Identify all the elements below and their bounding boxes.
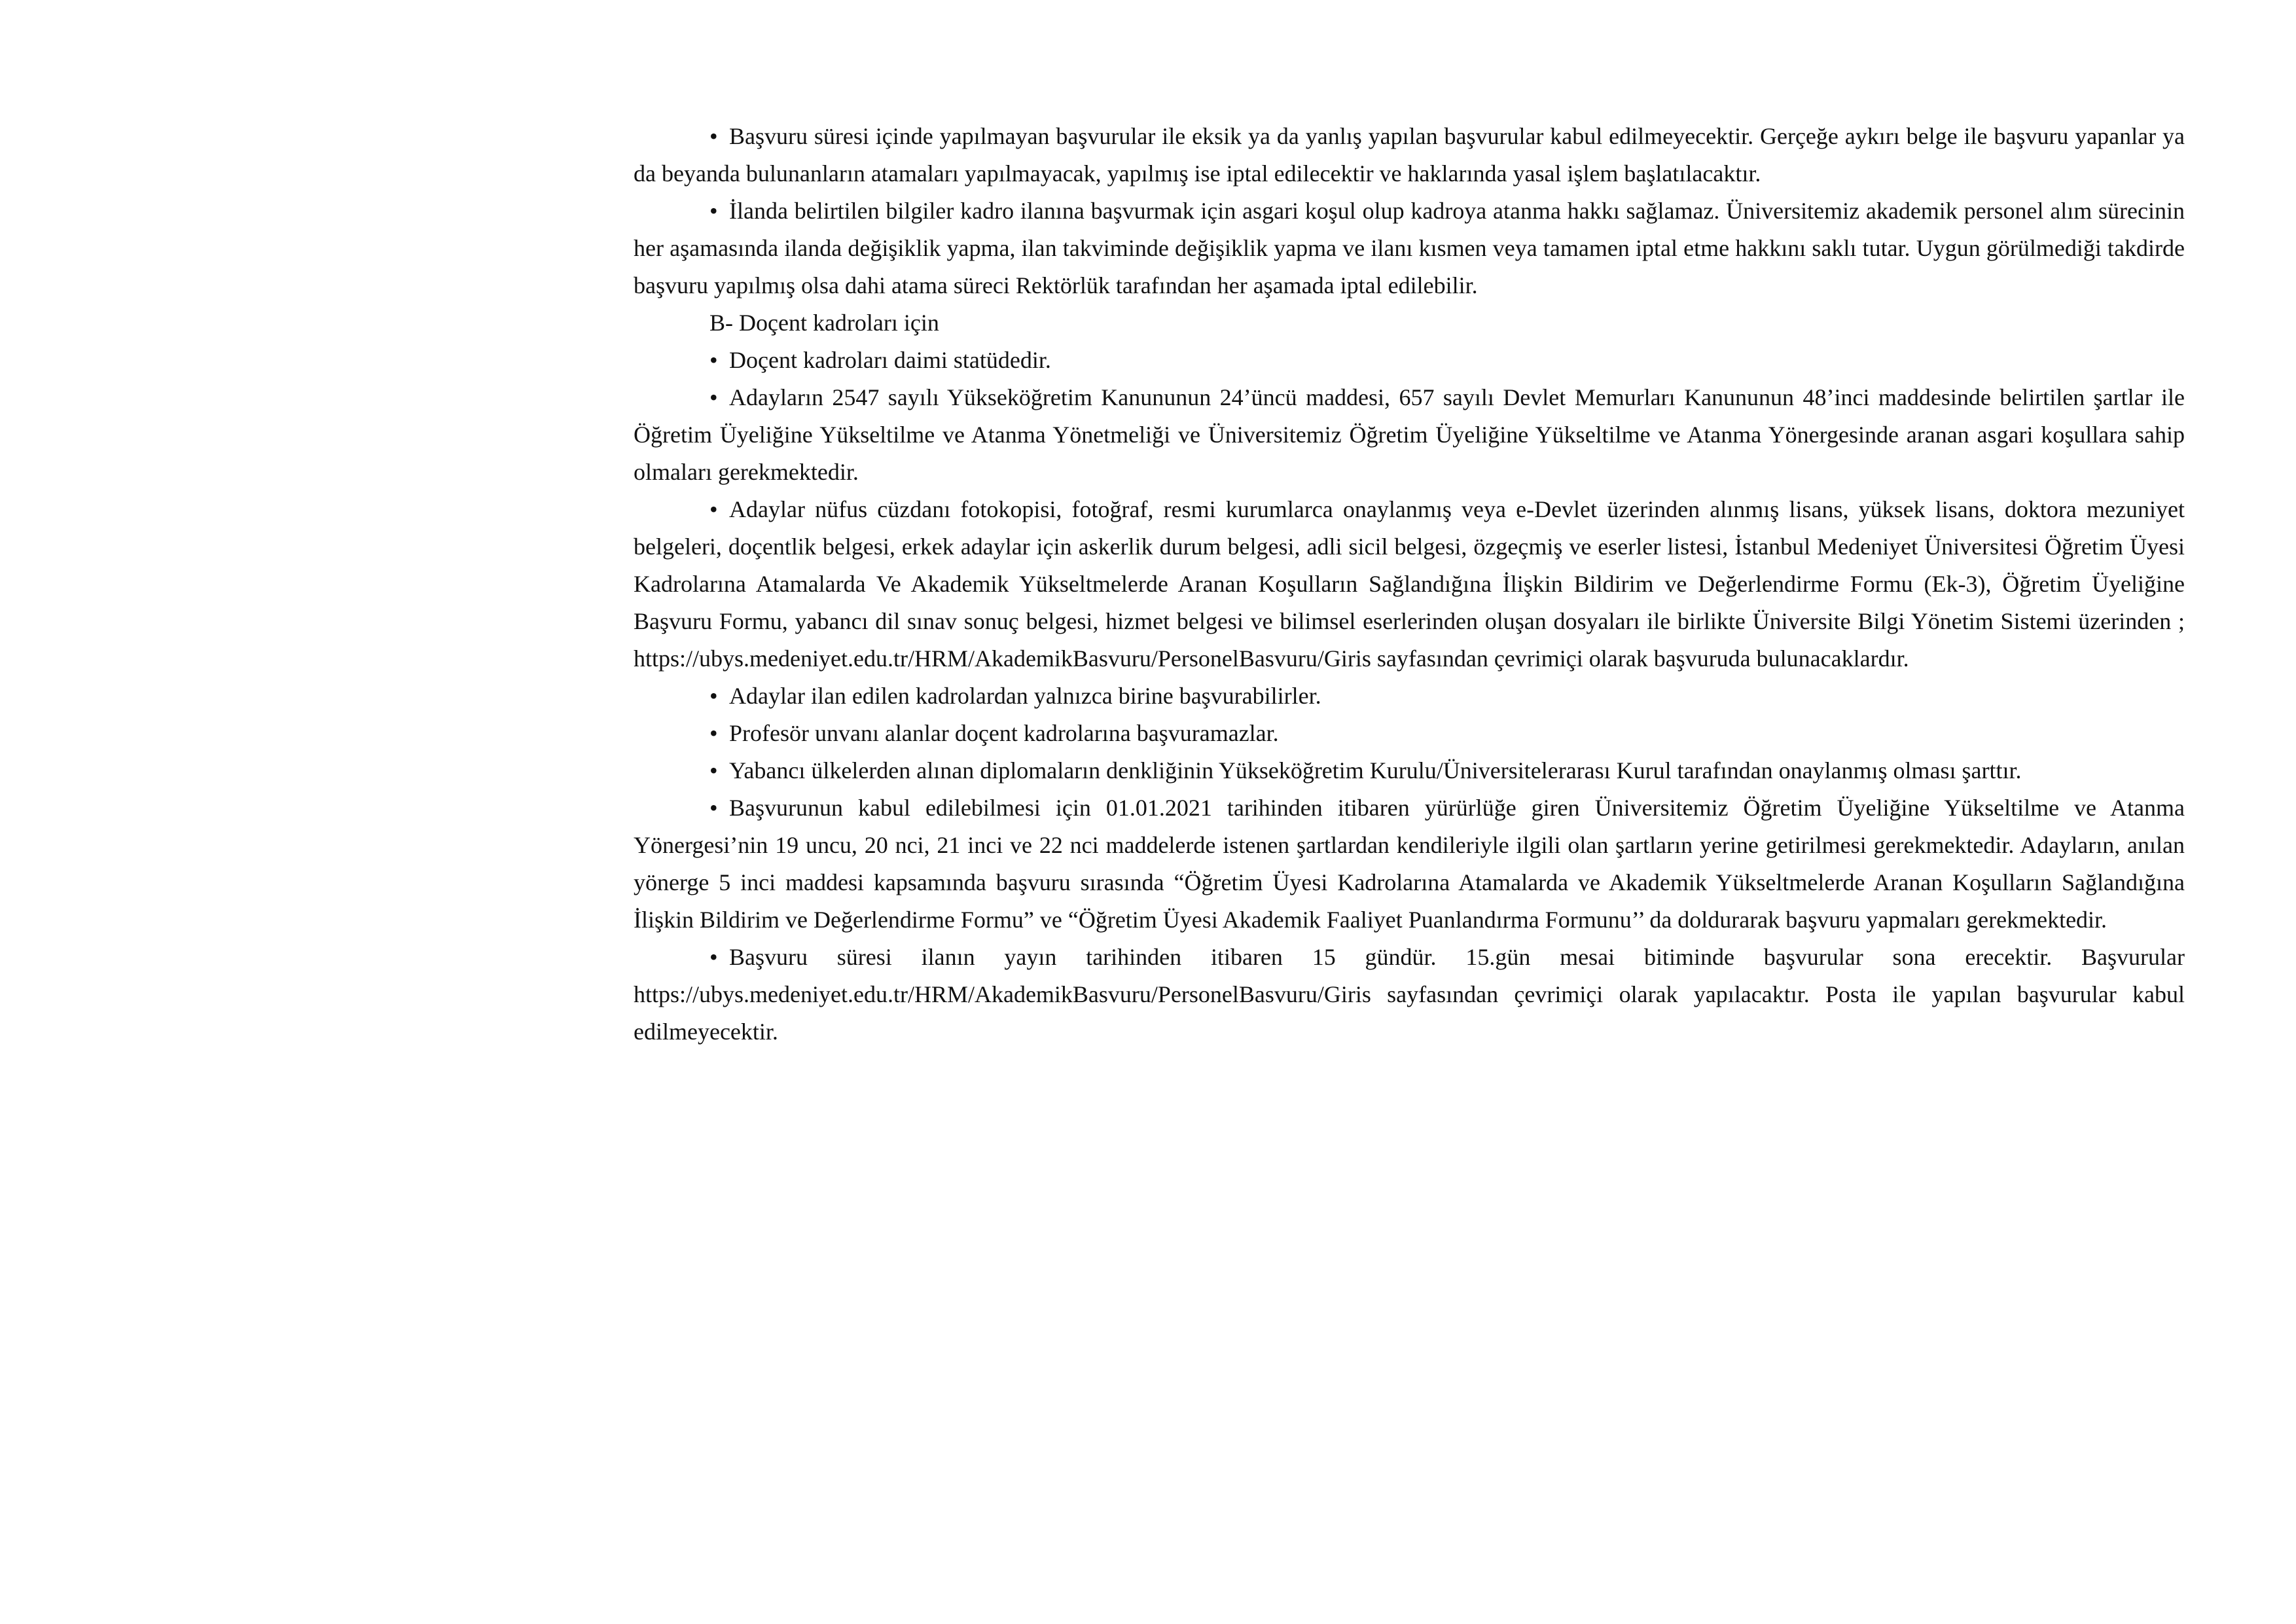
paragraph-foreign-diploma: [634, 752, 2185, 789]
paragraph-text: Adaylar nüfus cüzdanı fotokopisi, fotoğraf, resmi kurumlarca onaylanmış veya e-Devlet üzerinden alınmış lisans, yüksek lisans, doktora mezuniyet belgeleri, doçentlik belgesi, erkek adaylar için askerlik durum belgesi, adli sicil belgesi, özgeçmiş ve eserler listesi, İstanbul Medeniyet Üniversitesi Öğretim Üyesi Kadrolarına Atamalarda Ve Akademik Yükseltmelerde Aranan Koşulların Sağlandığına İlişkin Bildirim ve Değerlendirme Formu (Ek-3), Öğretim Üyeliğine Başvuru Formu, yabancı dil sınav sonuç belgesi, hizmet belgesi ve bilimsel eserlerinden oluşan dosyaları ile birlikte Üniversite Bilgi Yönetim Sistemi üzerinden ; https://ubys.medeniyet.edu.tr/HRM/AkademikBasvuru/PersonelBasvuru/Giris sayfasından çevrimiçi olarak başvuruda bulunacaklardır.: [634, 496, 2185, 672]
paragraph-text: Adaylar ilan edilen kadrolardan yalnızca birine başvurabilirler.: [729, 683, 1321, 709]
paragraph-text: Adayların 2547 sayılı Yükseköğretim Kanununun 24’üncü maddesi, 657 sayılı Devlet Memurları Kanununun 48’inci maddesinde belirtilen şartlar ile Öğretim Üyeliğine Yükseltilme ve Atanma Yönetmeliği ve Üniversitemiz Öğretim Üyeliğine Yükseltilme ve Atanma Yönergesinde aranan asgari koşullara sahip olmaları gerekmektedir.: [634, 384, 2185, 485]
paragraph-application-period: [634, 939, 2185, 1051]
paragraph-directive-conditions: [634, 789, 2185, 939]
bullet-marker: •: [709, 795, 718, 821]
paragraph-permanent-status: [634, 342, 2185, 379]
bullet-marker: •: [709, 347, 718, 373]
paragraph-text: Yabancı ülkelerden alınan diplomaların denkliğinin Yükseköğretim Kurulu/Üniversitelerarası Kurul tarafından onaylanmış olması şarttır.: [729, 757, 2022, 784]
bullet-marker: •: [709, 123, 718, 149]
paragraph-text: Başvuru süresi içinde yapılmayan başvurular ile eksik ya da yanlış yapılan başvurular kabul edilmeyecektir. Gerçeğe aykırı belge ile başvuru yapanlar ya da beyanda bulunanların atamaları yapılmayacak, yapılmış ise iptal edilecektir ve haklarında yasal işlem başlatılacaktır.: [634, 123, 2185, 187]
paragraph-late-applications: [634, 118, 2185, 192]
bullet-marker: •: [709, 198, 718, 224]
paragraph-text: Doçent kadroları daimi statüdedir.: [729, 347, 1051, 373]
bullet-marker: •: [709, 683, 718, 709]
paragraph-single-application: [634, 677, 2185, 715]
paragraph-legal-requirements: [634, 379, 2185, 491]
bullet-marker: •: [709, 496, 718, 522]
paragraph-minimum-conditions: [634, 192, 2185, 304]
section-heading-docent: B- Doçent kadroları için: [709, 310, 939, 336]
bullet-marker: •: [709, 944, 718, 970]
paragraph-text: İlanda belirtilen bilgiler kadro ilanına başvurmak için asgari koşul olup kadroya atanma hakkı sağlamaz. Üniversitemiz akademik personel alım sürecinin her aşamasında ilanda değişiklik yapma, ilan takviminde değişiklik yapma ve ilanı kısmen veya tamamen iptal etme hakkını saklı tutar. Uygun görülmediği takdirde başvuru yapılmış olsa dahi atama süreci Rektörlük tarafından her aşamada iptal edilebilir.: [634, 198, 2185, 298]
paragraph-text: Profesör unvanı alanlar doçent kadrolarına başvuramazlar.: [729, 720, 1279, 746]
bullet-marker: •: [709, 757, 718, 784]
paragraph-text: Başvuru süresi ilanın yayın tarihinden itibaren 15 gündür. 15.gün mesai bitiminde başvurular sona erecektir. Başvurular https://ubys.medeniyet.edu.tr/HRM/AkademikBasvuru/PersonelBasvuru/Giris sayfasından çevrimiçi olarak yapılacaktır. Posta ile yapılan başvurular kabul edilmeyecektir.: [634, 944, 2185, 1045]
paragraph-text: Başvurunun kabul edilebilmesi için 01.01.2021 tarihinden itibaren yürürlüğe giren Üniversitemiz Öğretim Üyeliğine Yükseltilme ve Atanma Yönergesi’nin 19 uncu, 20 nci, 21 inci ve 22 nci maddelerde istenen şartlardan kendileriyle ilgili olan şartların yerine getirilmesi gerekmektedir. Adayların, anılan yönerge 5 inci maddesi kapsamında başvuru sırasında “Öğretim Üyesi Kadrolarına Atamalarda ve Akademik Yükseltmelerde Aranan Koşulların Sağlandığına İlişkin Bildirim ve Değerlendirme Formu” ve “Öğretim Üyesi Akademik Faaliyet Puanlandırma Formunu’’ da doldurarak başvuru yapmaları gerekmektedir.: [634, 795, 2185, 933]
bullet-marker: •: [709, 384, 718, 410]
paragraph-professor-restriction: [634, 715, 2185, 752]
paragraph-required-documents: [634, 491, 2185, 677]
bullet-marker: •: [709, 720, 718, 746]
document-body: [634, 118, 2185, 1051]
